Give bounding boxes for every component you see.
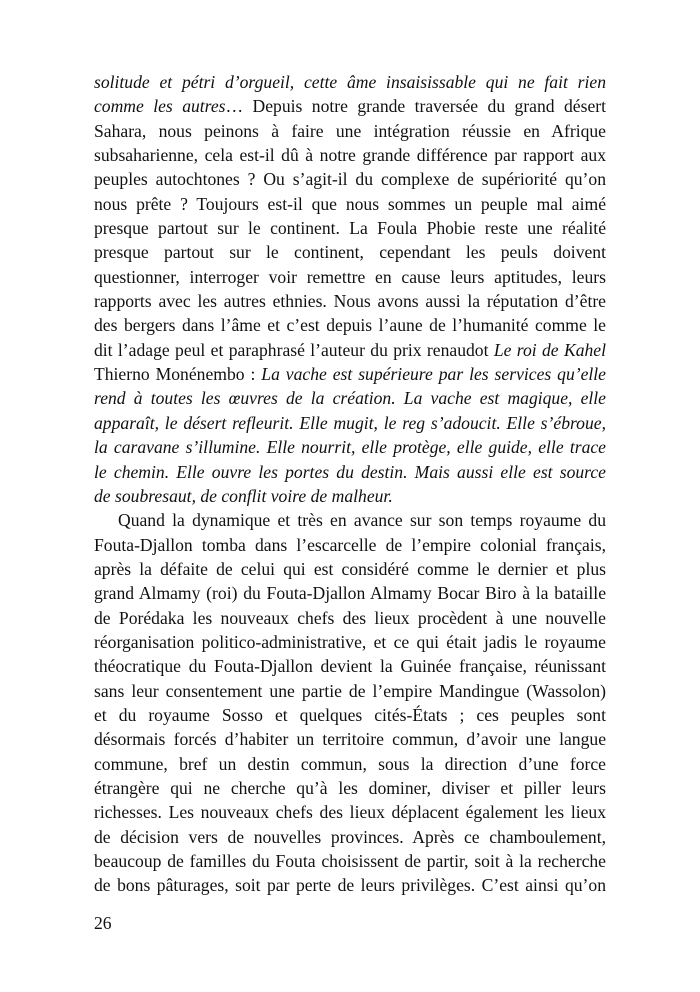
text-segment: théocratique du Fouta-Djallon devient la Guinée française, réunissant — [94, 656, 606, 677]
text-line — [94, 167, 606, 191]
text-segment: rapports avec les autres ethnies. Nous avons aussi la réputation d’être — [94, 291, 606, 312]
text-line — [94, 849, 606, 873]
text-segment: presque partout sur le continent. La Foula Phobie reste une réalité — [94, 218, 606, 239]
text-line — [94, 386, 606, 410]
text-line — [94, 679, 606, 703]
text-line — [94, 727, 606, 751]
text-line — [94, 70, 606, 94]
italic-text-segment: apparaît, le désert refleurit. Elle mugit, le reg s’adoucit. Elle s’ébroue, — [94, 412, 606, 433]
text-line — [94, 338, 606, 362]
text-line — [94, 606, 606, 630]
text-line — [94, 484, 606, 508]
text-segment: de Porédaka les nouveaux chefs des lieux procèdent à une nouvelle — [94, 607, 606, 628]
text-line — [94, 825, 606, 849]
text-segment: de bons pâturages, soit par perte de leurs privilèges. C’est ainsi qu’on — [94, 875, 606, 896]
text-line — [94, 630, 606, 654]
text-segment: nous prête ? Toujours est-il que nous sommes un peuple mal aimé — [94, 193, 606, 214]
italic-text-segment: rend à toutes les œuvres de la création. La vache est magique, elle — [94, 388, 606, 409]
text-line — [94, 435, 606, 459]
text-line — [94, 192, 606, 216]
text-segment: presque partout sur le continent, cependant les peuls doivent — [94, 242, 606, 263]
page-body — [94, 70, 606, 898]
text-line — [94, 776, 606, 800]
text-line — [94, 557, 606, 581]
text-segment: réorganisation politico-administrative, et ce qui était jadis le royaume — [94, 631, 606, 652]
text-line — [94, 362, 606, 386]
text-segment: Sahara, nous peinons à faire une intégration réussie en Afrique — [94, 120, 606, 141]
text-line — [94, 119, 606, 143]
text-segment: sans leur consentement une partie de l’empire Mandingue (Wassolon) — [94, 680, 606, 701]
text-line — [94, 411, 606, 435]
text-segment: Thierno Monénembo : — [94, 364, 262, 385]
text-line — [94, 313, 606, 337]
text-segment: dit l’adage peul et paraphrasé l’auteur du prix renaudot — [94, 339, 494, 360]
italic-text-segment: la caravane s’illumine. Elle nourrit, elle protège, elle guide, elle trace — [94, 437, 606, 458]
text-segment: désormais forcés d’habiter un territoire commun, d’avoir une langue — [94, 729, 606, 750]
text-segment: étrangère qui ne cherche qu’à les dominer, diviser et piller leurs — [94, 777, 606, 798]
text-line — [94, 240, 606, 264]
text-segment: peuples autochtones ? Ou s’agit-il du complexe de supériorité qu’on — [94, 169, 606, 190]
text-line — [94, 581, 606, 605]
text-line — [94, 216, 606, 240]
text-segment: Fouta-Djallon tomba dans l’escarcelle de l’empire colonial français, — [94, 534, 606, 555]
text-segment: subsaharienne, cela est-il dû à notre grande différence par rapport aux — [94, 145, 606, 166]
italic-text-segment: La vache est supérieure par les services qu’elle — [261, 364, 606, 385]
text-segment: grand Almamy (roi) du Fouta-Djallon Almamy Bocar Biro à la bataille — [94, 583, 606, 604]
text-line — [94, 94, 606, 118]
text-line — [94, 265, 606, 289]
text-segment: de décision vers de nouvelles provinces. Après ce chamboulement, — [94, 826, 606, 847]
page-number: 26 — [94, 913, 112, 933]
text-segment: questionner, interroger voir remettre en cause leurs aptitudes, leurs — [94, 266, 606, 287]
text-line — [94, 800, 606, 824]
text-line — [94, 752, 606, 776]
text-segment: des bergers dans l’âme et c’est depuis l’aune de l’humanité comme le — [94, 315, 606, 336]
text-segment: Quand la dynamique et très en avance sur son temps royaume du — [118, 510, 606, 531]
text-line — [94, 703, 606, 727]
italic-text-segment: Le roi de Kahel — [493, 339, 606, 360]
text-line — [94, 533, 606, 557]
text-line — [94, 508, 606, 532]
text-line — [94, 460, 606, 484]
text-segment: et du royaume Sosso et quelques cités-États ; ces peuples sont — [94, 704, 606, 725]
text-line — [94, 654, 606, 678]
text-segment: beaucoup de familles du Fouta choisissent de partir, soit à la recherche — [94, 851, 606, 871]
italic-text-segment: comme les autres — [94, 96, 226, 117]
italic-text-segment: solitude et pétri d’orgueil, cette âme insaisissable qui ne fait rien — [94, 72, 606, 92]
text-segment: richesses. Les nouveaux chefs des lieux déplacent également les lieux — [94, 802, 606, 823]
italic-text-segment: de soubresaut, de conflit voire de malheur. — [94, 485, 393, 506]
text-segment: … Depuis notre grande traversée du grand désert — [225, 96, 607, 117]
italic-text-segment: le chemin. Elle ouvre les portes du destin. Mais aussi elle est source — [94, 461, 606, 482]
text-segment: commune, bref un destin commun, sous la direction d’une force — [94, 753, 606, 774]
text-line — [94, 143, 606, 167]
text-line — [94, 873, 606, 897]
text-line — [94, 289, 606, 313]
text-segment: après la défaite de celui qui est considéré comme le dernier et plus — [94, 558, 606, 579]
